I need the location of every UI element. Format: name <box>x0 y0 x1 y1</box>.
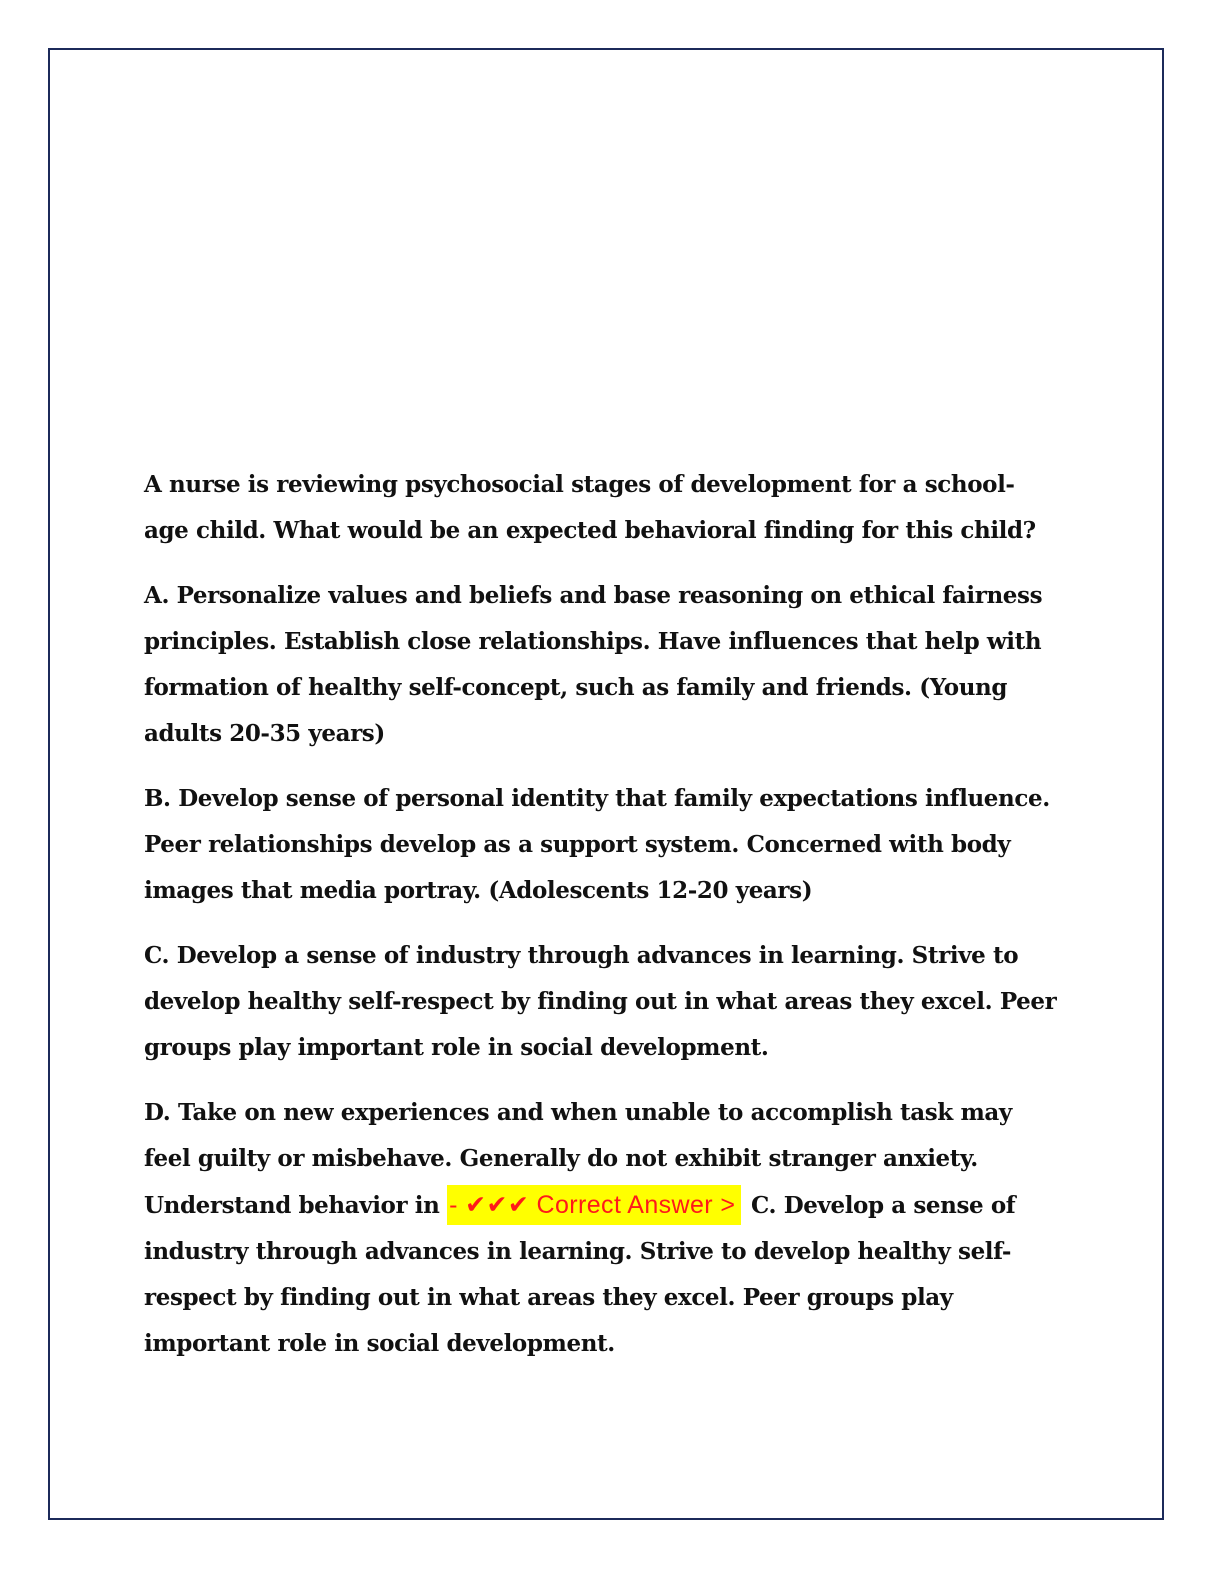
checkmark-icon: ✔✔✔ <box>465 1190 530 1219</box>
option-a: A. Personalize values and beliefs and base reasoning on ethical fairness principles. Establish close relationships. Have influences that help with formation of healthy self-concept, such as family and friends. (Young adults 20-35 years) <box>144 582 1043 747</box>
answer-text: C. Develop a sense of industry through advances in learning. Strive to develop healthy self- respect by finding out in what areas they excel. Peer groups play important role in social development. <box>144 1192 1016 1357</box>
answer-marker-prefix: - <box>449 1191 466 1219</box>
option-c: C. Develop a sense of industry through advances in learning. Strive to develop healthy self-respect by finding out in what areas they excel. Peer groups play important role in social development. <box>144 942 1057 1061</box>
question-text: A nurse is reviewing psychosocial stages of development for a school- age child. What would be an expected behavioral finding for this child? <box>144 471 1036 544</box>
document-body <box>144 462 1064 1386</box>
option-d-text: D. Take on new experiences and when unable to accomplish task may feel guilty or misbehave. Generally do not exhibit stranger anxiety. Understand behavior in <box>144 1099 1012 1219</box>
correct-answer-marker <box>447 1185 741 1225</box>
option-d-with-answer <box>144 1090 1064 1367</box>
option-b: B. Develop sense of personal identity that family expectations influence. Peer relationships develop as a support system. Concerned with body images that media portray. (Adolescents 12-20 years) <box>144 785 1050 904</box>
answer-marker-label: Correct Answer > <box>529 1191 736 1219</box>
